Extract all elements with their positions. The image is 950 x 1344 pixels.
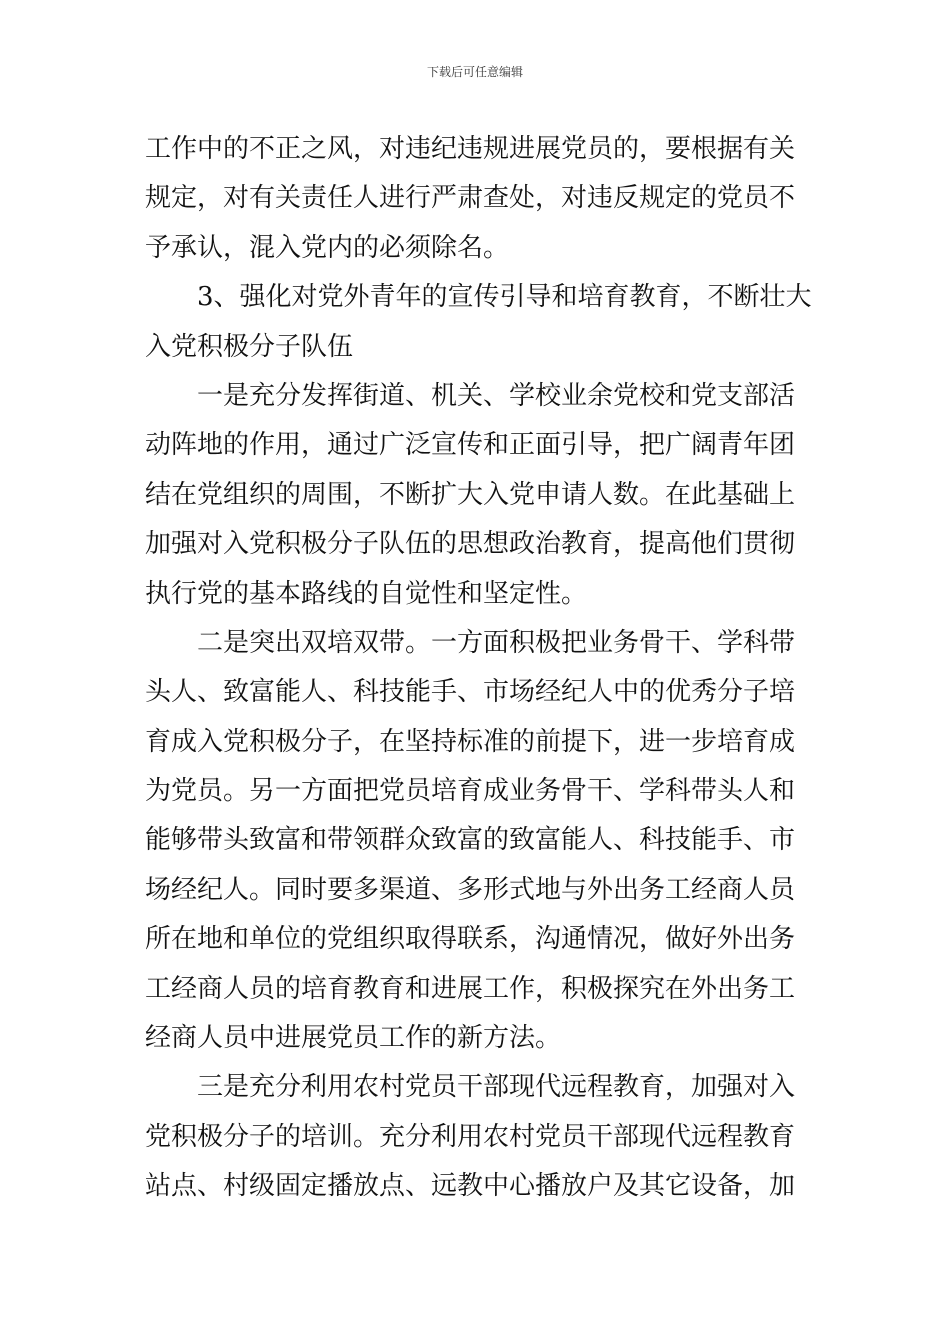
text-line: 党积极分子的培训。充分利用农村党员干部现代远程教育 — [145, 1121, 796, 1152]
text-line: 所在地和单位的党组织取得联系，沟通情况，做好外出务 — [145, 924, 796, 955]
text-line: 3、强化对党外青年的宣传引导和培育教育，不断壮大 — [197, 282, 812, 313]
paragraph-4 — [145, 619, 807, 1064]
text-line: 能够带头致富和带领群众致富的致富能人、科技能手、市 — [145, 825, 796, 856]
paragraph-5 — [145, 1063, 807, 1211]
text-line: 一是充分发挥街道、机关、学校业余党校和党支部活 — [197, 380, 796, 411]
text-line: 结在党组织的周围，不断扩大入党申请人数。在此基础上 — [145, 479, 796, 510]
text-line: 加强对入党积极分子队伍的思想政治教育，提高他们贯彻 — [145, 529, 796, 560]
text-line: 动阵地的作用，通过广泛宣传和正面引导，把广阔青年团 — [145, 430, 796, 461]
text-line: 头人、致富能人、科技能手、市场经纪人中的优秀分子培 — [145, 677, 796, 708]
text-line: 执行党的基本路线的自觉性和坚定性。 — [145, 578, 588, 609]
text-line: 工作中的不正之风，对违纪违规进展党员的，要根据有关 — [145, 134, 796, 164]
text-line: 入党积极分子队伍 — [145, 331, 354, 362]
text-line: 工经商人员的培育教育和进展工作，积极探究在外出务工 — [145, 973, 796, 1004]
text-line: 站点、村级固定播放点、远教中心播放户及其它设备，加 — [145, 1171, 796, 1202]
paragraph-3 — [145, 372, 807, 619]
document-body — [145, 125, 812, 1212]
text-line: 予承认，混入党内的必须除名。 — [145, 232, 510, 263]
text-line: 为党员。另一方面把党员培育成业务骨干、学科带头人和 — [145, 776, 796, 807]
text-line: 规定，对有关责任人进行严肃查处，对违反规定的党员不 — [145, 183, 796, 214]
text-line: 经商人员中进展党员工作的新方法。 — [145, 1023, 562, 1054]
text-line: 育成入党积极分子，在坚持标准的前提下，进一步培育成 — [145, 726, 796, 757]
page-header: 下载后可任意编辑 — [426, 65, 523, 79]
text-line: 三是充分利用农村党员干部现代远程教育，加强对入 — [197, 1072, 796, 1103]
paragraph-2-section-heading — [145, 273, 812, 372]
paragraph-1 — [145, 125, 807, 273]
text-line: 场经纪人。同时要多渠道、多形式地与外出务工经商人员 — [145, 874, 796, 905]
text-line: 二是突出双培双带。一方面积极把业务骨干、学科带 — [197, 627, 796, 658]
